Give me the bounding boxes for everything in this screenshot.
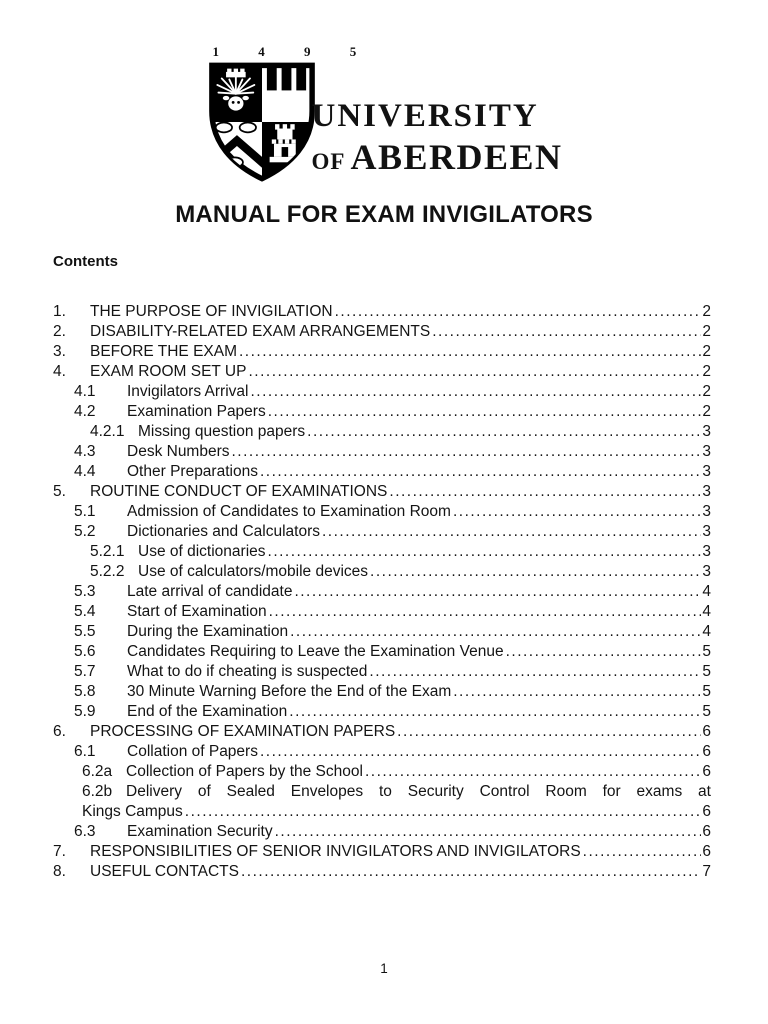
university-logo	[0, 0, 768, 183]
toc-entry-page: 3	[702, 463, 711, 480]
toc-entry-number: 5.9	[74, 703, 96, 720]
toc-entry-page: 2	[702, 383, 711, 400]
toc-entry-page: 6	[702, 743, 711, 760]
toc-entry-number: 6.1	[74, 743, 96, 760]
toc-entry-title: Use of dictionaries	[138, 543, 266, 560]
toc-entry-page: 4	[702, 623, 711, 640]
toc-entry-title: Other Preparations	[127, 463, 258, 480]
toc-entry-page: 3	[702, 543, 711, 560]
toc-entry-title: During the Examination	[127, 623, 289, 640]
toc-entry-title: EXAM ROOM SET UP	[90, 363, 247, 380]
toc-entry-number: 4.2.1	[90, 423, 125, 440]
toc-entry-number: 1.	[53, 303, 66, 320]
toc-entry-page: 2	[702, 363, 711, 380]
toc-entry-page: 5	[702, 683, 711, 700]
toc-entry-number: 4.2	[74, 403, 96, 420]
toc-entry	[53, 582, 711, 602]
university-crest-shield-icon	[206, 61, 318, 183]
toc-entry-page: 3	[702, 563, 711, 580]
toc-entry-number: 5.	[53, 483, 66, 500]
wordmark-university: UNIVERSITY	[311, 98, 539, 134]
toc-entry-title: Examination Papers	[127, 403, 266, 420]
toc-entry-title: DISABILITY-RELATED EXAM ARRANGEMENTS	[90, 323, 431, 340]
toc-entry-number: 6.2a	[82, 763, 113, 780]
toc-entry	[53, 482, 711, 502]
toc-leader-dots	[368, 562, 701, 582]
toc-entry	[53, 522, 711, 542]
toc-entry-page: 3	[702, 523, 711, 540]
toc-entry-title: RESPONSIBILITIES OF SENIOR INVIGILATORS AND INVIGILATORS	[90, 843, 581, 860]
toc-entry	[53, 762, 711, 782]
toc-entry-title: THE PURPOSE OF INVIGILATION	[90, 303, 333, 320]
toc-entry	[53, 302, 711, 322]
toc-entry-number: 5.1	[74, 503, 96, 520]
toc-entry-title: Collection of Papers by the School	[126, 763, 363, 780]
toc-entry-page: 5	[702, 703, 711, 720]
toc-entry-number: 3.	[53, 343, 66, 360]
toc-leader-dots	[248, 382, 701, 402]
toc-leader-dots	[246, 362, 701, 382]
toc-entry	[53, 322, 711, 342]
toc-leader-dots	[451, 502, 701, 522]
toc-leader-dots	[183, 802, 701, 822]
toc-leader-dots	[287, 702, 701, 722]
toc-entry-title: Use of calculators/mobile devices	[138, 563, 369, 580]
toc-entry-page: 3	[702, 423, 711, 440]
toc-entry-number: 8.	[53, 863, 66, 880]
toc-entry-number: 5.2	[74, 523, 96, 540]
toc-entry-page: 3	[702, 443, 711, 460]
toc-entry-number: 5.4	[74, 603, 96, 620]
toc-entry-title: 30 Minute Warning Before the End of the Exam	[127, 683, 452, 700]
toc-entry-title: Invigilators Arrival	[127, 383, 249, 400]
toc-leader-dots	[230, 442, 702, 462]
toc-entry-page: 6	[702, 823, 711, 840]
toc-entry	[53, 562, 711, 582]
toc-entry	[53, 782, 711, 802]
toc-entry	[53, 382, 711, 402]
toc-entry-page: 6	[702, 843, 711, 860]
toc-entry-page: 7	[702, 863, 711, 880]
toc-entry	[53, 542, 711, 562]
toc-entry-page: 6	[702, 763, 711, 780]
document-title: MANUAL FOR EXAM INVIGILATORS	[175, 201, 593, 228]
toc-entry-title: Delivery of Sealed Envelopes to Security Control Room for exams at	[126, 783, 711, 800]
toc-leader-dots	[266, 402, 701, 422]
toc-entry	[53, 842, 711, 862]
toc-entry-number: 4.1	[74, 383, 96, 400]
toc-leader-dots	[237, 342, 701, 362]
toc-leader-dots	[504, 642, 701, 662]
toc-entry-title: BEFORE THE EXAM	[90, 343, 237, 360]
toc-entry	[53, 422, 711, 442]
toc-leader-dots	[266, 542, 701, 562]
toc-leader-dots	[367, 662, 701, 682]
toc-entry-title: ROUTINE CONDUCT OF EXAMINATIONS	[90, 483, 388, 500]
toc-entry-number: 5.8	[74, 683, 96, 700]
toc-entry	[53, 442, 711, 462]
toc-entry-number: 5.2.2	[90, 563, 125, 580]
toc-leader-dots	[451, 682, 701, 702]
toc-entry-title: Kings Campus	[82, 803, 183, 820]
toc-entry-page: 2	[702, 403, 711, 420]
toc-entry	[53, 402, 711, 422]
toc-leader-dots	[258, 462, 701, 482]
toc-entry	[53, 362, 711, 382]
wordmark-of: OF	[311, 149, 346, 174]
toc-entry-number: 2.	[53, 323, 66, 340]
toc-entry-number: 5.2.1	[90, 543, 125, 560]
toc-entry-page: 3	[702, 483, 711, 500]
toc-entry	[53, 642, 711, 662]
toc-leader-dots	[581, 842, 701, 862]
toc-entry-number: 4.	[53, 363, 66, 380]
toc-entry-number: 4.4	[74, 463, 96, 480]
toc-entry	[53, 722, 711, 742]
toc-entry-page: 2	[702, 323, 711, 340]
toc-entry	[53, 682, 711, 702]
toc-entry-title: What to do if cheating is suspected	[127, 663, 368, 680]
toc-entry-page: 3	[702, 503, 711, 520]
toc-entry	[53, 602, 711, 622]
toc-entry-title: USEFUL CONTACTS	[90, 863, 239, 880]
university-wordmark	[312, 100, 563, 183]
toc-entry-title: Candidates Requiring to Leave the Examination Venue	[127, 643, 504, 660]
toc-entry	[53, 622, 711, 642]
toc-entry	[53, 822, 711, 842]
toc-entry-title: End of the Examination	[127, 703, 288, 720]
toc-entry-number: 5.5	[74, 623, 96, 640]
founding-year-label: 1 4 9 5	[212, 44, 375, 59]
toc-entry-page: 4	[702, 603, 711, 620]
toc-entry-number: 6.	[53, 723, 66, 740]
toc-entry-title: Dictionaries and Calculators	[127, 523, 320, 540]
toc-entry	[53, 342, 711, 362]
toc-leader-dots	[387, 482, 701, 502]
table-of-contents	[53, 302, 711, 882]
toc-entry-number: 5.6	[74, 643, 96, 660]
toc-entry	[53, 662, 711, 682]
toc-entry-title: Late arrival of candidate	[127, 583, 293, 600]
toc-entry-title: Start of Examination	[127, 603, 267, 620]
toc-leader-dots	[333, 302, 701, 322]
toc-entry-page: 6	[702, 723, 711, 740]
toc-entry-page: 2	[702, 343, 711, 360]
toc-leader-dots	[363, 762, 701, 782]
toc-entry	[53, 862, 711, 882]
toc-leader-dots	[395, 722, 701, 742]
toc-entry-title: Missing question papers	[138, 423, 306, 440]
toc-entry	[53, 462, 711, 482]
toc-entry-number: 6.3	[74, 823, 96, 840]
footer-page-number: 1	[380, 961, 388, 976]
toc-entry	[53, 702, 711, 722]
toc-entry-title: Examination Security	[127, 823, 273, 840]
toc-leader-dots	[258, 742, 701, 762]
toc-entry-number: 4.3	[74, 443, 96, 460]
toc-entry-title: Collation of Papers	[127, 743, 258, 760]
toc-entry-number: 6.2b	[82, 783, 113, 800]
toc-entry-title: Desk Numbers	[127, 443, 230, 460]
toc-leader-dots	[267, 602, 701, 622]
toc-leader-dots	[288, 622, 701, 642]
toc-entry-page: 6	[702, 803, 711, 820]
toc-entry-title: Admission of Candidates to Examination Room	[127, 503, 451, 520]
toc-leader-dots	[430, 322, 701, 342]
toc-entry-page: 5	[702, 663, 711, 680]
toc-entry	[53, 802, 711, 822]
contents-heading: Contents	[53, 253, 118, 270]
toc-entry	[53, 742, 711, 762]
wordmark-aberdeen: ABERDEEN	[350, 137, 563, 177]
toc-entry-number: 5.7	[74, 663, 96, 680]
toc-entry-number: 5.3	[74, 583, 96, 600]
toc-entry	[53, 502, 711, 522]
toc-leader-dots	[305, 422, 701, 442]
toc-leader-dots	[239, 862, 701, 882]
toc-entry-page: 2	[702, 303, 711, 320]
toc-entry-number: 7.	[53, 843, 66, 860]
toc-entry-page: 4	[702, 583, 711, 600]
toc-leader-dots	[292, 582, 701, 602]
toc-leader-dots	[273, 822, 701, 842]
toc-entry-title: PROCESSING OF EXAMINATION PAPERS	[90, 723, 396, 740]
toc-entry-page: 5	[702, 643, 711, 660]
toc-leader-dots	[320, 522, 701, 542]
